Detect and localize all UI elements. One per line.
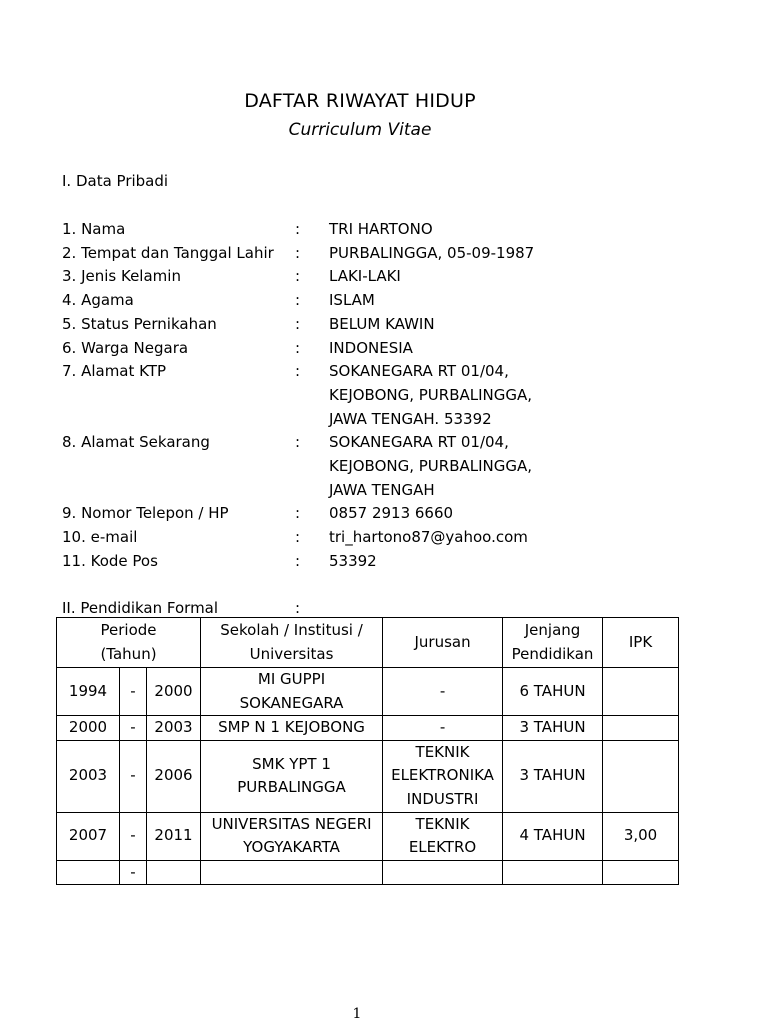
field-separator: : — [295, 243, 301, 262]
personal-info-row — [62, 265, 702, 289]
cell-level: 6 TAHUN — [503, 668, 603, 716]
section-heading-pendidikan-formal — [62, 599, 301, 617]
field-value — [329, 550, 702, 574]
cell-dash: - — [120, 740, 147, 812]
field-value-line: 0857 2913 6660 — [329, 504, 454, 523]
education-table — [56, 617, 679, 885]
cell-major — [383, 860, 503, 885]
field-value — [329, 289, 702, 313]
cell-school-line: UNIVERSITAS NEGERI — [211, 814, 372, 833]
field-value-line: TRI HARTONO — [329, 220, 433, 238]
education-row — [57, 716, 679, 741]
cell-school-line: SMP N 1 KEJOBONG — [218, 718, 365, 736]
field-label: 10. e-mail — [62, 528, 138, 547]
cell-major-line: INDUSTRI — [406, 789, 479, 808]
cell-major-line: - — [439, 681, 446, 700]
cell-end-year: 2011 — [147, 812, 201, 860]
field-value — [329, 502, 702, 526]
personal-info-row — [62, 218, 702, 242]
field-label: 8. Alamat Sekarang — [62, 433, 210, 452]
field-label: 11. Kode Pos — [62, 551, 158, 570]
field-value-line: SOKANEGARA RT 01/04, — [329, 433, 509, 452]
cell-school — [201, 716, 383, 741]
field-separator: : — [295, 267, 301, 286]
field-value — [329, 265, 702, 289]
cell-start-year: 2007 — [57, 812, 120, 860]
personal-info-row — [62, 289, 702, 313]
field-value-line: SOKANEGARA RT 01/04, — [329, 362, 509, 381]
section-heading-colon: : — [295, 599, 301, 617]
personal-info-list — [62, 218, 702, 574]
field-label: 6. Warga Negara — [62, 338, 189, 357]
cell-major-line: ELEKTRONIKA — [391, 766, 494, 785]
cell-end-year: 2003 — [147, 716, 201, 741]
field-value — [329, 337, 702, 361]
cell-major-line: - — [439, 718, 446, 736]
column-header-sekolah — [201, 618, 383, 668]
education-row — [57, 812, 679, 860]
cell-start-year: 2000 — [57, 716, 120, 741]
header-line: IPK — [628, 632, 653, 651]
cell-major-line: TEKNIK — [415, 742, 470, 761]
field-value — [329, 242, 702, 266]
cell-end-year: 2000 — [147, 668, 201, 716]
cell-dash: - — [120, 860, 147, 885]
cell-major-line: ELEKTRO — [408, 838, 477, 856]
cell-major — [383, 668, 503, 716]
field-label: 4. Agama — [62, 291, 134, 310]
field-separator: : — [295, 291, 301, 310]
cell-dash: - — [120, 716, 147, 741]
personal-info-row — [62, 550, 702, 574]
header-line: Jenjang — [524, 621, 581, 639]
cell-ipk — [603, 668, 679, 716]
personal-info-row — [62, 242, 702, 266]
cell-school — [201, 812, 383, 860]
field-value-line: JAWA TENGAH — [329, 480, 435, 499]
field-value-line: BELUM KAWIN — [329, 314, 435, 333]
field-label: 3. Jenis Kelamin — [62, 267, 181, 286]
cell-level: 3 TAHUN — [503, 740, 603, 812]
field-separator: : — [295, 362, 301, 381]
cell-end-year: 2006 — [147, 740, 201, 812]
column-header-ipk — [603, 618, 679, 668]
field-value-line: ISLAM — [329, 291, 375, 310]
field-label: 2. Tempat dan Tanggal Lahir — [62, 243, 274, 262]
personal-info-row — [62, 313, 702, 337]
field-value-line: tri_hartono87@yahoo.com — [329, 528, 528, 547]
personal-info-row — [62, 431, 702, 502]
cell-major — [383, 812, 503, 860]
column-header-periode — [57, 618, 201, 668]
field-separator: : — [295, 433, 301, 452]
field-label: 1. Nama — [62, 220, 126, 238]
field-separator: : — [295, 314, 301, 333]
cell-ipk: 3,00 — [603, 812, 679, 860]
education-row — [57, 740, 679, 812]
cell-start-year: 1994 — [57, 668, 120, 716]
cell-school — [201, 860, 383, 885]
education-table-header-row — [57, 618, 679, 668]
field-value — [329, 360, 702, 431]
header-line: Pendidikan — [511, 644, 594, 663]
cell-school — [201, 740, 383, 812]
column-header-jenjang — [503, 618, 603, 668]
cell-school — [201, 668, 383, 716]
cell-major — [383, 716, 503, 741]
field-label: 5. Status Pernikahan — [62, 314, 217, 333]
field-value — [329, 526, 702, 550]
field-separator: : — [295, 504, 301, 523]
page-subtitle: Curriculum Vitae — [288, 120, 432, 140]
cell-school-line: PURBALINGGA — [237, 778, 346, 796]
personal-info-row — [62, 337, 702, 361]
cell-major-line: TEKNIK — [415, 814, 470, 833]
cell-end-year — [147, 860, 201, 885]
field-value-line: INDONESIA — [329, 338, 413, 357]
section-heading-label: II. Pendidikan Formal — [62, 599, 219, 617]
cell-school-line: SOKANEGARA — [239, 693, 344, 712]
cell-major — [383, 740, 503, 812]
cell-school-line: MI GUPPI — [257, 670, 326, 688]
header-line: Universitas — [249, 644, 334, 663]
field-value — [329, 218, 702, 242]
field-separator: : — [295, 220, 301, 238]
cell-dash: - — [120, 812, 147, 860]
education-row — [57, 668, 679, 716]
field-separator: : — [295, 528, 301, 547]
cell-level: 4 TAHUN — [503, 812, 603, 860]
field-separator: : — [295, 338, 301, 357]
personal-info-row — [62, 526, 702, 550]
section-heading-data-pribadi: I. Data Pribadi — [62, 172, 169, 190]
field-value-line: JAWA TENGAH. 53392 — [329, 409, 492, 428]
header-line: (Tahun) — [100, 644, 157, 663]
cell-ipk — [603, 716, 679, 741]
cell-school-line: SMK YPT 1 — [252, 754, 331, 773]
field-separator: : — [295, 551, 301, 570]
field-value — [329, 313, 702, 337]
field-label: 9. Nomor Telepon / HP — [62, 504, 229, 523]
field-value — [329, 431, 702, 502]
cell-level — [503, 860, 603, 885]
column-header-jurusan — [383, 618, 503, 668]
cell-ipk — [603, 740, 679, 812]
education-row — [57, 860, 679, 885]
cell-start-year: 2003 — [57, 740, 120, 812]
cell-school-line: YOGYAKARTA — [243, 838, 340, 856]
header-line: Periode — [100, 621, 157, 639]
cell-level: 3 TAHUN — [503, 716, 603, 741]
field-value-line: KEJOBONG, PURBALINGGA, — [329, 457, 533, 476]
cell-start-year — [57, 860, 120, 885]
cell-dash: - — [120, 668, 147, 716]
page-number: 1 — [352, 1006, 362, 1022]
cell-ipk — [603, 860, 679, 885]
field-value-line: KEJOBONG, PURBALINGGA, — [329, 385, 533, 404]
personal-info-row — [62, 360, 702, 431]
field-label: 7. Alamat KTP — [62, 362, 167, 381]
field-value-line: LAKI-LAKI — [329, 267, 401, 286]
header-line: Sekolah / Institusi / — [220, 621, 363, 639]
header-line: Jurusan — [414, 632, 471, 651]
personal-info-row — [62, 502, 702, 526]
field-value-line: PURBALINGGA, 05-09-1987 — [329, 243, 535, 262]
field-value-line: 53392 — [329, 551, 377, 570]
page-title: DAFTAR RIWAYAT HIDUP — [244, 90, 476, 112]
